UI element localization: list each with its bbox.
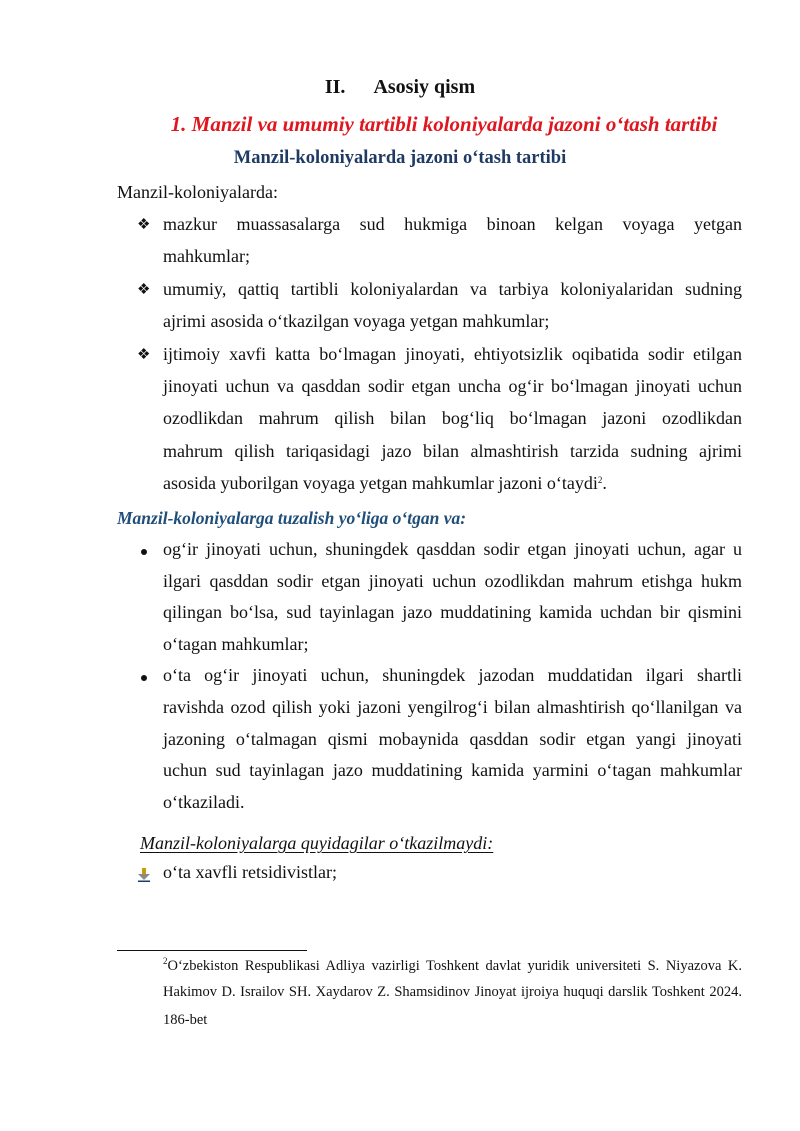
intro-text: Manzil-koloniyalarda: [117,182,278,202]
diamond-list-item-line: umumiy, qattiq tartibli koloniyalardan va tarbiya koloniyalaridan sudning [163,278,742,299]
footnote-line: 186-bet [163,1012,208,1028]
footnote-reference: 2 [597,475,603,486]
diamond-list-item-line: asosida yuborilgan voyaga yetgan mahkumlar jazoni o‘taydi$^2$. [163,473,607,494]
chapter-heading [0,76,800,99]
four-petal-diamond-icon: ❖ [137,217,151,233]
bullet-dot-icon [141,675,147,681]
subsection-title: Manzil-koloniyalarda jazoni o‘tash tartibi [233,148,567,168]
section-title: 1. Manzil va umumiy tartibli koloniyalarda jazoni o‘tash tartibi [170,112,718,136]
chapter-title: Asosiy qism [373,76,476,98]
diamond-list-item-line: ozodlikdan mahrum qilish bilan bog‘liq bo‘lmagan jazoni ozodlikdan [163,408,742,429]
bullet-list-item-line: ravishda ozod qilish yoki jazoni yengilrog‘i bilan almashtirish qo‘llanilgan va [163,697,742,717]
footnote-number: 2 [163,956,168,966]
bullet-list-item-line: uchun sud tayinlagan jazo muddatining kamida yarmini o‘tagan mahkumlar [163,760,742,781]
bullet-list-item-line: o‘tagan mahkumlar; [163,633,309,654]
bullet-list-item-line: qilingan bo‘lsa, sud tayinlagan jazo muddatining kamida uchdan bir qismini [163,602,742,623]
footnote-line: Hakimov D. Israilov SH. Xaydarov Z. Shamsidinov Jinoyat ijroiya huquqi darslik Toshkent 2024. [163,984,742,1000]
diamond-list-item-line: ajrimi asosida o‘tkazilgan voyaga yetgan mahkumlar; [163,311,550,332]
four-petal-diamond-icon: ❖ [137,281,151,298]
footnote-line [163,956,742,975]
bullet-dot-icon [141,549,147,555]
diamond-list-item-line: ijtimoiy xavfi katta bo‘lmagan jinoyati, ehtiyotsizlik oqibatida sodir etilgan [163,343,742,364]
footnote-separator [117,950,307,951]
diamond-list-item-line: mazkur muassasalarga sud hukmiga binoan kelgan voyaga yetgan [163,214,742,234]
bullet-list-item-line: og‘ir jinoyati uchun, shuningdek qasddan sodir etgan jinoyati uchun, agar u [163,539,742,559]
bullet-list-item-line: ilgari qasddan sodir etgan jinoyati uchun ozodlikdan mahrum etishga hukm [163,570,742,591]
bullet-list-item-line: o‘tkaziladi. [163,791,245,812]
diamond-list-item-line: jinoyati uchun va qasddan sodir etgan uncha og‘ir bo‘lmagan jinoyati uchun [163,376,742,396]
chapter-number: II. [324,76,346,98]
diamond-list-item-line: mahkumlar; [163,246,250,267]
diamond-list-item-line: mahrum qilish tariqasidagi jazo bilan almashtirish tarzida sudning ajrimi [163,440,742,461]
down-arrow-icon [138,866,150,880]
exclusion-heading: Manzil-koloniyalarga quyidagilar o‘tkazilmaydi: [140,833,494,853]
bullet-list-item-line: jazoning o‘talmagan qismi mobaynida qasddan sodir etgan yangi jinoyati [163,728,742,749]
transfer-heading: Manzil-koloniyalarga tuzalish yo‘liga o‘tgan va: [117,508,467,528]
arrow-list-item-text: o‘ta xavfli retsidivistlar; [163,862,337,882]
footnote-text: O‘zbekiston Respublikasi Adliya vazirligi Toshkent davlat yuridik universiteti S. Niyazova K. [167,958,742,974]
bullet-list-item-line: o‘ta og‘ir jinoyati uchun, shuningdek jazodan muddatidan ilgari shartli [163,665,742,686]
four-petal-diamond-icon: ❖ [137,346,151,363]
